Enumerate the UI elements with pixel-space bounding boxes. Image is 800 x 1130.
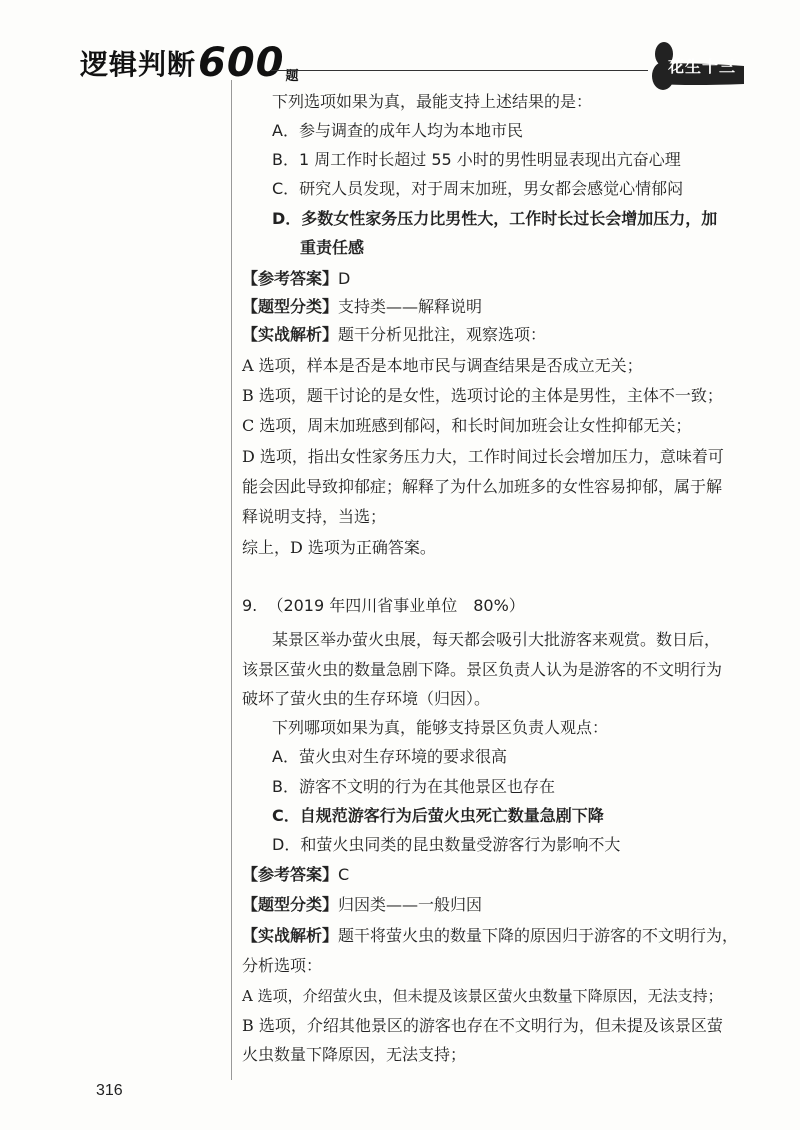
q8-analysis-line: C 选项，周末加班感到郁闷，和长时间加班会让女性抑郁无关； [242,416,692,435]
q9-passage-line: 破坏了萤火虫的生存环境（归因）。 [242,689,491,708]
q8-analysis-intro: 【实战解析】题干分析见批注，观察选项： [242,325,547,344]
q9-passage-line: 某景区举办萤火虫展，每天都会吸引大批游客来观赏。数日后， [272,630,721,649]
page-header [0,0,800,100]
q8-analysis-line: B 选项，题干讨论的是女性，选项讨论的主体是男性，主体不一致； [242,386,723,405]
q8-option-d: D．多数女性家务压力比男性大，工作时长过长会增加压力，加 [272,209,718,228]
q9-option-a: A．萤火虫对生存环境的要求很高 [272,747,507,766]
q8-analysis-line: A 选项，样本是否是本地市民与调查结果是否成立无关； [242,356,643,375]
q8-option-b: B．1 周工作时长超过 55 小时的男性明显表现出亢奋心理 [272,150,681,169]
q9-answer: 【参考答案】C [242,865,350,884]
page-number: 316 [96,1082,123,1099]
q8-analysis-line: 释说明支持，当选； [242,507,387,526]
header-rule [270,70,648,71]
q8-stem: 下列选项如果为真，最能支持上述结果的是： [272,92,593,111]
q9-stem: 下列哪项如果为真，能够支持景区负责人观点： [272,718,609,737]
q8-analysis-line: 能会因此导致抑郁症；解释了为什么加班多的女性容易抑郁，属于解 [242,477,723,496]
book-title: 逻辑判断$600_题$ [80,40,300,86]
margin-rule [231,80,232,1080]
q8-analysis-line: D 选项，指出女性家务压力大，工作时间过长会增加压力，意味着可 [242,447,724,466]
q9-analysis-line: A 选项，介绍萤火虫，但未提及该景区萤火虫数量下降原因，无法支持； [242,987,723,1005]
q9-passage-line: 该景区萤火虫的数量急剧下降。景区负责人认为是游客的不文明行为 [242,660,723,679]
q8-option-a: A．参与调查的成年人均为本地市民 [272,121,523,140]
q9-heading: 9. （2019 年四川省事业单位 80%） [242,596,525,615]
q8-conclusion: 综上，D 选项为正确答案。 [242,538,436,557]
q9-option-b: B．游客不文明的行为在其他景区也存在 [272,777,555,796]
brand-name: 花生十三 [668,57,737,76]
q9-analysis-intro: 【实战解析】题干将萤火虫的数量下降的原因归于游客的不文明行为， [242,926,739,945]
q8-option-d-cont: 重责任感 [300,238,365,257]
q8-option-c: C．研究人员发现，对于周末加班，男女都会感觉心情郁闷 [272,179,684,198]
q8-answer: 【参考答案】D [242,269,351,288]
brand-logo [648,40,748,96]
q9-analysis-line: 火虫数量下降原因，无法支持； [242,1045,467,1064]
q8-type: 【题型分类】支持类——解释说明 [242,297,483,316]
q9-type: 【题型分类】归因类——一般归因 [242,895,483,914]
q9-analysis-line: B 选项，介绍其他景区的游客也存在不文明行为，但未提及该景区萤 [242,1016,723,1035]
q9-analysis-line: 分析选项： [242,956,323,975]
q9-option-d: D．和萤火虫同类的昆虫数量受游客行为影响不大 [272,835,621,854]
q9-option-c: C．自规范游客行为后萤火虫死亡数量急剧下降 [272,806,604,825]
